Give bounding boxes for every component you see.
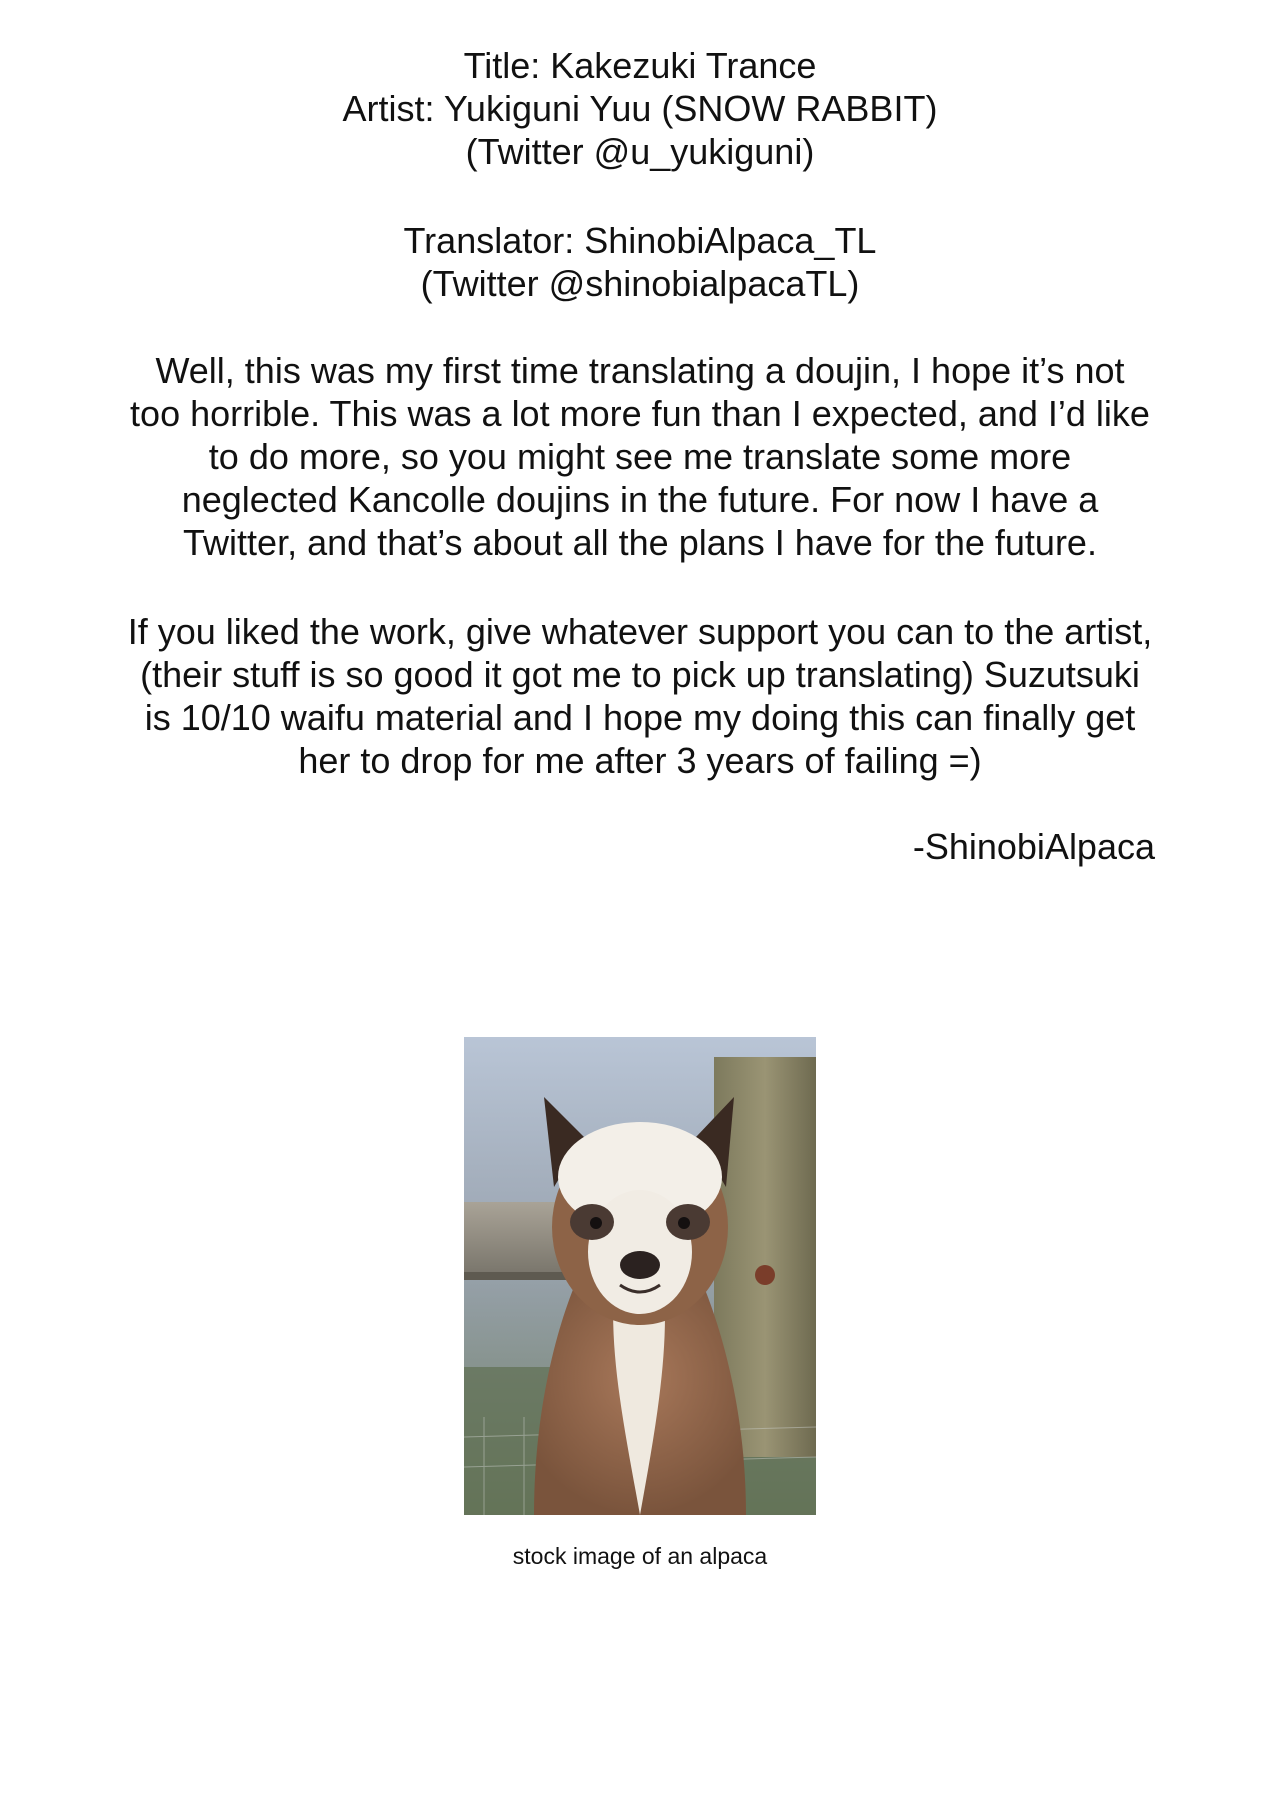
translator-line: Translator: ShinobiAlpaca_TL <box>403 220 877 261</box>
note-line: to do more, so you might see me translate some more <box>208 436 1072 477</box>
note-line: Twitter, and that’s about all the plans I have for the future. <box>183 522 1097 563</box>
credits-block <box>0 44 1280 173</box>
note-line: neglected Kancolle doujins in the future. For now I have a <box>181 479 1099 520</box>
note-paragraph-1 <box>0 349 1280 564</box>
note-line: (their stuff is so good it got me to pick up translating) Suzutsuki <box>140 654 1140 695</box>
note-line: is 10/10 waifu material and I hope my doing this can finally get <box>144 697 1136 738</box>
alpaca-photo <box>464 1037 816 1515</box>
translator-block <box>0 219 1280 305</box>
note-line: too horrible. This was a lot more fun than I expected, and I’d like <box>130 393 1150 434</box>
artist-line: Artist: Yukiguni Yuu (SNOW RABBIT) <box>342 88 938 129</box>
title-line: Title: Kakezuki Trance <box>463 45 817 86</box>
note-line: Well, this was my first time translating a doujin, I hope it’s not <box>155 350 1125 391</box>
translator-twitter-line: (Twitter @shinobialpacaTL) <box>420 263 860 304</box>
signature: -ShinobiAlpaca <box>912 826 1155 867</box>
photo-caption: stock image of an alpaca <box>512 1543 768 1569</box>
note-line: her to drop for me after 3 years of failing =) <box>298 740 982 781</box>
note-line: If you liked the work, give whatever support you can to the artist, <box>127 611 1153 652</box>
artist-twitter-line: (Twitter @u_yukiguni) <box>465 131 815 172</box>
note-paragraph-2 <box>0 610 1280 782</box>
